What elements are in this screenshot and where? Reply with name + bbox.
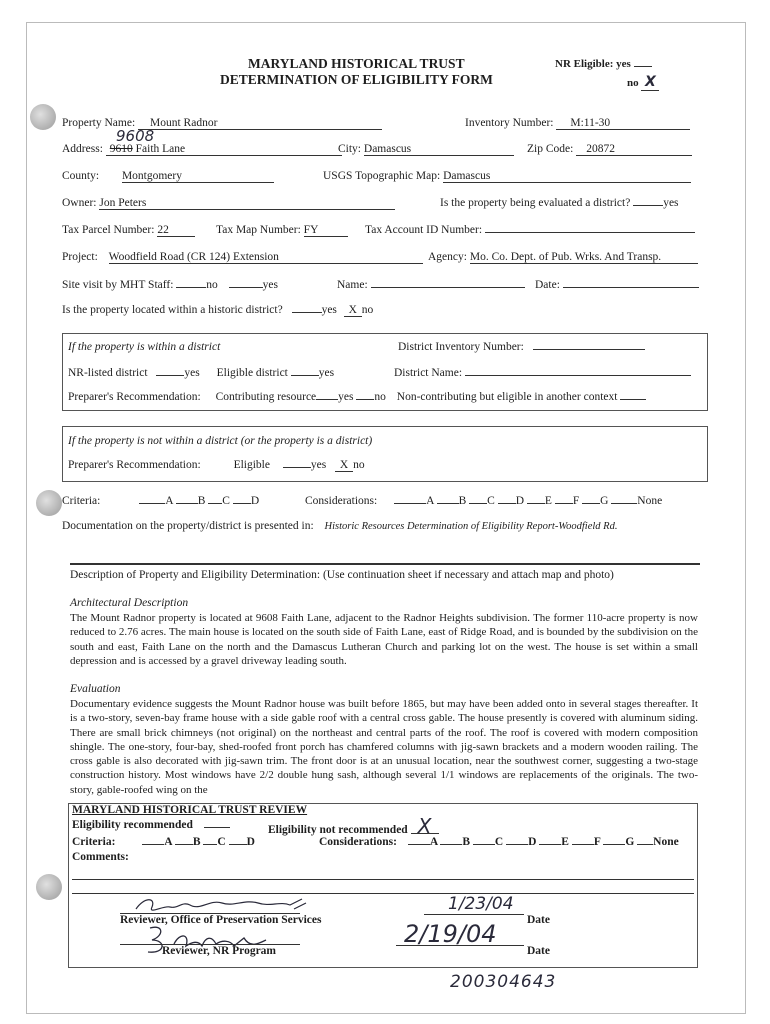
zip-row: Zip Code: 20872 (527, 143, 692, 156)
form-title: MARYLAND HISTORICAL TRUST (248, 56, 465, 71)
criteria-row: Criteria: A B C D (62, 495, 260, 507)
tax-parcel-value: 22 (157, 224, 195, 237)
reviewer2-date-value: 2/19/04 (404, 920, 497, 948)
reviewer1-date-line (424, 914, 524, 915)
project-row: Project: Woodfield Road (CR 124) Extension (62, 251, 423, 264)
tax-parcel-row: Tax Parcel Number: 22 (62, 224, 195, 237)
eligibility-not-recommended-row: Eligibility not recommended X (268, 819, 439, 836)
project-value: Woodfield Road (CR 124) Extension (109, 251, 423, 264)
property-name-label: Property Name: (62, 117, 136, 129)
comments-line-1 (72, 879, 694, 880)
owner-value: Jon Peters (99, 197, 395, 210)
reviewer1-date-value: 1/23/04 (448, 894, 514, 914)
city-value: Damascus (364, 143, 514, 156)
reviewer2-date-line (396, 945, 524, 946)
reviewer2-label: Reviewer, NR Program (162, 945, 277, 957)
review-considerations-row: Considerations: A B C D E F G None (319, 836, 679, 848)
eligibility-recommended-row: Eligibility recommended (72, 819, 230, 831)
documentation-row: Documentation on the property/district is presented in: Historic Resources Determination of Eligibility Report-Woodfield Rd. (62, 520, 618, 532)
district-inventory-row: District Inventory Number: (398, 341, 645, 353)
considerations-row: Considerations: A B C D E F G None (305, 495, 663, 507)
tax-map-value: FY (304, 224, 348, 237)
owner-row: Owner: Jon Peters (62, 197, 395, 210)
review-criteria-row: Criteria: A B C D (72, 836, 255, 848)
zip-value: 20872 (576, 143, 692, 156)
county-value: Montgomery (122, 170, 274, 183)
evaluation-heading: Evaluation (70, 683, 121, 695)
district-name-row: District Name: (394, 367, 691, 379)
not-recommended-mark: X (411, 819, 439, 834)
non-district-preparer-row: Preparer's Recommendation: Eligible yes X no (68, 459, 365, 471)
stamp-number: 200304643 (450, 972, 557, 992)
site-date-row: Date: (535, 279, 699, 291)
reviewer2-date-label: Date (527, 945, 550, 957)
description-heading: Description of Property and Eligibility Determination: (Use continuation sheet if necessary and attach map and photo) (70, 569, 614, 581)
property-name-value: Mount Radnor (138, 117, 382, 130)
architectural-text: The Mount Radnor property is located at 9608 Faith Lane, adjacent to the Radnor Heights subdivision. The former 110-acre property is now reduced to 2.76 acres. The main house is located on the south side of Faith Lane, east of Ridge Road, and is bounded by the subdivision on the south and east, Faith Lane on the north and the Damascus Lutheran Church and parking lot on the west. The house is set within a small depression and is accessed by a gravel driveway leading south. (70, 612, 698, 667)
address-struck-number: 9610 (109, 143, 133, 155)
reviewer1-date-label: Date (527, 914, 550, 926)
historic-district-mark: X (344, 304, 362, 317)
site-name-row: Name: (337, 279, 525, 291)
address-row: Address: 9610 Faith Lane (62, 143, 342, 156)
tax-map-row: Tax Map Number: FY (216, 224, 348, 237)
section-divider (70, 563, 700, 565)
documentation-value: Historic Resources Determination of Eligibility Report-Woodfield Rd. (324, 521, 618, 532)
inventory-row: Inventory Number: M:11-30 (465, 117, 690, 130)
agency-value: Mo. Co. Dept. of Pub. Wrks. And Transp. (470, 251, 698, 264)
reviewer1-label: Reviewer, Office of Preservation Services (120, 914, 322, 926)
district-box-heading: If the property is within a district (68, 341, 221, 353)
address-correction: 9608 (116, 127, 155, 145)
nr-not-eligible: no X (627, 74, 659, 91)
architectural-heading: Architectural Description (70, 597, 189, 609)
punch-hole-bottom (36, 874, 62, 900)
inventory-value: M:11-30 (556, 117, 690, 130)
punch-hole-middle (36, 490, 62, 516)
historic-district-row: Is the property located within a historic district? yes X no (62, 304, 374, 316)
evaluation-text: Documentary evidence suggests the Mount Radnor house was built before 1865, but may have been added onto in several stages thereafter. It is a two-story, seven-bay frame house with a side gable roof with a central cross gable. The house presently is covered with aluminum siding. There are small brick chimneys (not original) on the northeast and central parts of the roof. The roof is covered with modern composition shingle. The one-story, four-bay, shed-roofed front porch has chamfered columns with jig-sawn brackets and a modern wooden railing. The cross gable is also decorated with jig-sawn trim. The front door is at an unusual location, near the southwest corner, suggesting a two-stage construction history. Most windows have 2/2 double hung sash, although several 1/1 windows are replacements of the originals. The two-story, gable-roofed wing on the (70, 698, 698, 796)
district-question: Is the property being evaluated a district? yes (440, 197, 679, 209)
property-name-row (62, 117, 382, 130)
review-heading: MARYLAND HISTORICAL TRUST REVIEW (72, 804, 308, 816)
nr-eligible-label: NR Eligible: yes (555, 58, 652, 70)
form-subtitle: DETERMINATION OF ELIGIBILITY FORM (220, 72, 493, 87)
usgs-value: Damascus (443, 170, 691, 183)
county-row: County: Montgomery (62, 170, 274, 183)
non-district-eligible-mark: X (335, 459, 353, 472)
nr-listed-row: NR-listed district yes Eligible district yes (68, 367, 335, 379)
nr-no-mark: X (641, 74, 659, 91)
agency-row: Agency: Mo. Co. Dept. of Pub. Wrks. And Transp. (428, 251, 698, 264)
usgs-row: USGS Topographic Map: Damascus (323, 170, 691, 183)
review-comments-label: Comments: (72, 851, 129, 863)
punch-hole-top (30, 104, 56, 130)
city-row: City: Damascus (338, 143, 514, 156)
site-visit-row: Site visit by MHT Staff: no yes (62, 279, 278, 291)
tax-account-row: Tax Account ID Number: (365, 224, 695, 236)
address-street: Faith Lane (135, 143, 186, 155)
district-preparer-row: Preparer's Recommendation: Contributing resource yes no Non-contributing but eligible in another context (68, 391, 646, 403)
non-district-box-heading: If the property is not within a district (or the property is a district) (68, 435, 373, 447)
